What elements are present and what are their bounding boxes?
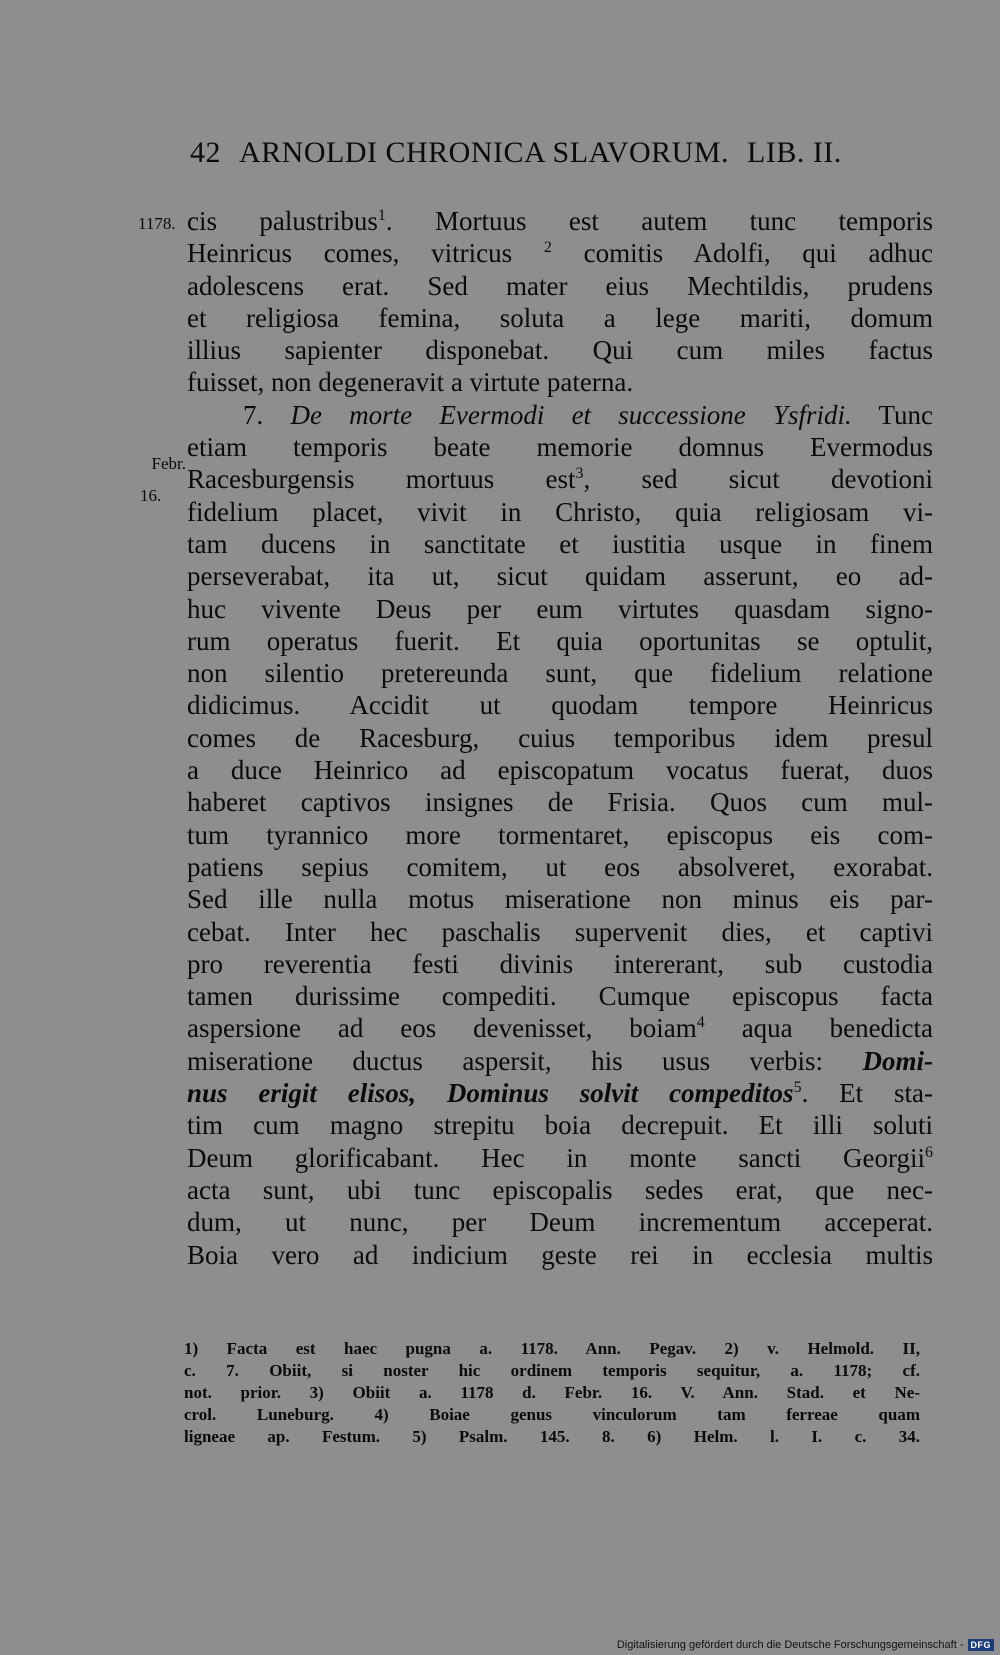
main-text bbox=[187, 205, 933, 1271]
text-line: aspersione ad eos devenisset, boiam$^4$ aqua benedicta bbox=[187, 1013, 934, 1044]
footnote-line: crol. Luneburg. 4) Boiae genus vinculorum tam ferreae quam bbox=[184, 1405, 920, 1424]
text-line: tamen durissime compediti. Cumque episcopus facta bbox=[187, 981, 933, 1012]
footnotes bbox=[184, 1338, 920, 1448]
psalm-quote: nus erigit elisos, Dominus solvit compeditos bbox=[187, 1078, 794, 1109]
dfg-logo: DFG bbox=[968, 1639, 995, 1651]
chapter-title: De morte Evermodi et successione Ysfridi. bbox=[290, 399, 852, 430]
text-line: etiam temporis beate memorie domnus Evermodus bbox=[187, 432, 933, 463]
text-line: rum operatus fuerit. Et quia oportunitas se optulit, bbox=[187, 625, 933, 656]
text-line: tam ducens in sanctitate et iustitia usque in finem bbox=[187, 528, 933, 559]
text-line: tim cum magno strepitu boia decrepuit. Et illi soluti bbox=[187, 1110, 933, 1141]
page-number: 42 bbox=[190, 136, 221, 169]
text-line: cebat. Inter hec paschalis supervenit dies, et captivi bbox=[187, 916, 933, 947]
text-line: Heinricus comes, vitricus $^2$ comitis Adolfi, qui adhuc bbox=[187, 238, 934, 269]
text-line: non silentio pretereunda sunt, que fidelium relatione bbox=[187, 658, 933, 689]
text-line: miseratione ductus aspersit, his usus verbis: Domi- bbox=[187, 1045, 933, 1076]
chapter-heading-line: 7. De morte Evermodi et successione Ysfridi. Tunc bbox=[243, 399, 933, 430]
footnote-line: 1) Facta est haec pugna a. 1178. Ann. Pegav. 2) v. Helmold. II, bbox=[184, 1339, 920, 1358]
text-line: pro reverentia festi divinis intererant, sub custodia bbox=[187, 948, 933, 979]
credit-text: Digitalisierung gefördert durch die Deutsche Forschungsgemeinschaft - bbox=[616, 1639, 964, 1651]
running-title: ARNOLDI CHRONICA SLAVORUM. bbox=[239, 136, 729, 169]
footnote-line: not. prior. 3) Obiit a. 1178 d. Febr. 16. V. Ann. Stad. et Ne- bbox=[184, 1383, 920, 1402]
margin-day: 16. bbox=[140, 486, 162, 505]
text-line: illius sapienter disponebat. Qui cum miles factus bbox=[187, 335, 933, 366]
text-line: comes de Racesburg, cuius temporibus idem presul bbox=[187, 722, 933, 753]
psalm-quote: Domi- bbox=[862, 1045, 933, 1076]
text-line: Boia vero ad indicium geste rei in ecclesia multis bbox=[187, 1239, 933, 1270]
text-line: haberet captivos insignes de Frisia. Quos cum mul- bbox=[187, 787, 933, 818]
text-line: perseverabat, ita ut, sicut quidam asserunt, eo ad- bbox=[187, 561, 933, 592]
text-line: a duce Heinrico ad episcopatum vocatus fuerat, duos bbox=[187, 755, 933, 786]
text-line: huc vivente Deus per eum virtutes quasdam signo- bbox=[187, 593, 933, 624]
text-line: fidelium placet, vivit in Christo, quia religiosam vi- bbox=[187, 496, 933, 527]
footnote-line: c. 7. Obiit, si noster hic ordinem temporis sequitur, a. 1178; cf. bbox=[184, 1361, 920, 1380]
text-line: Sed ille nulla motus miseratione non minus eis par- bbox=[187, 884, 933, 915]
text-line: Racesburgensis mortuus est$^3$, sed sicut devotioni bbox=[187, 464, 933, 495]
margin-year: 1178. bbox=[138, 214, 176, 233]
text-line: et religiosa femina, soluta a lege mariti, domum bbox=[187, 302, 933, 333]
footnote-line: ligneae ap. Festum. 5) Psalm. 145. 8. 6) Helm. l. I. c. 34. bbox=[184, 1427, 920, 1446]
text-line: nus erigit elisos, Dominus solvit compeditos$^5$. Et sta- bbox=[187, 1078, 933, 1109]
text-line: patiens sepius comitem, ut eos absolveret, exorabat. bbox=[187, 851, 933, 882]
text-line: acta sunt, ubi tunc episcopalis sedes erat, que nec- bbox=[187, 1174, 933, 1205]
digitization-credit bbox=[617, 1639, 994, 1651]
text-line: fuisset, non degeneravit a virtute paterna. bbox=[187, 367, 634, 398]
text-line: tum tyrannico more tormentaret, episcopus eis com- bbox=[187, 819, 933, 850]
page-header bbox=[190, 136, 930, 170]
text-line: dum, ut nunc, per Deum incrementum acceperat. bbox=[187, 1207, 933, 1238]
text-line: cis palustribus$^1$. Mortuus est autem tunc temporis bbox=[187, 206, 933, 236]
text-line: didicimus. Accidit ut quodam tempore Heinricus bbox=[187, 690, 933, 721]
book-label: LIB. II. bbox=[747, 136, 842, 169]
margin-month: Febr. bbox=[151, 454, 186, 473]
text-line: adolescens erat. Sed mater eius Mechtildis, prudens bbox=[187, 270, 933, 301]
text-line: Deum glorificabant. Hec in monte sancti Georgii$^6$ bbox=[187, 1142, 933, 1173]
